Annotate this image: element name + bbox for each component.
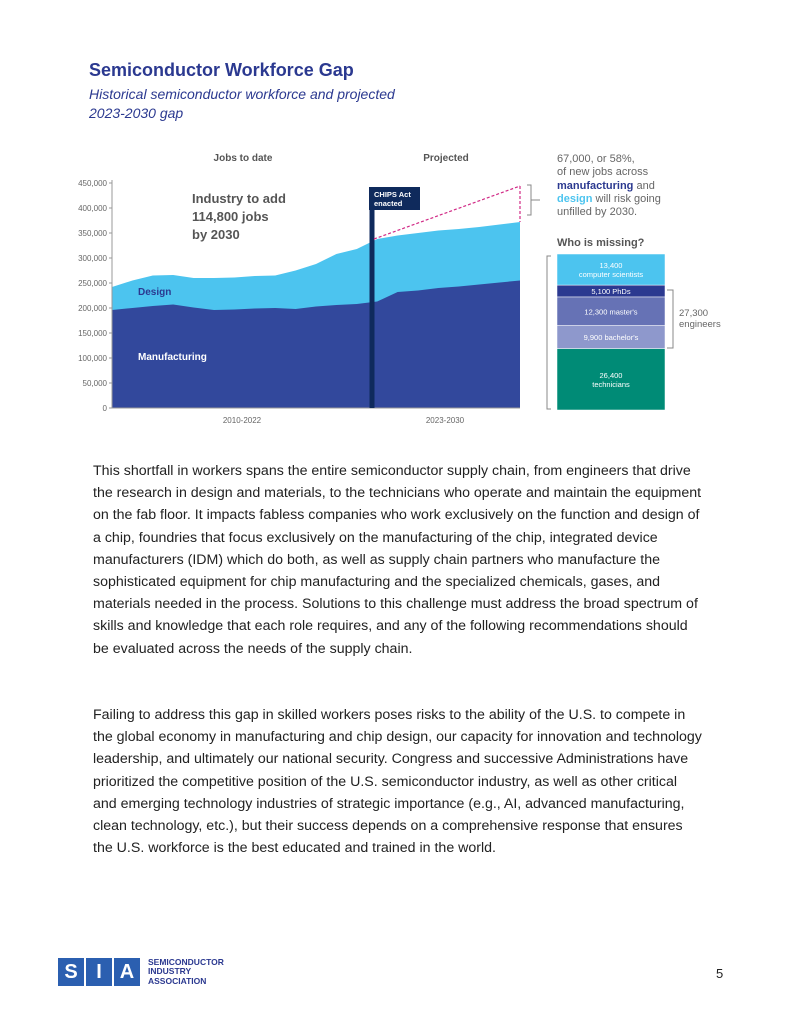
- y-tick-label: 350,000: [78, 229, 107, 238]
- body-paragraph-1: This shortfall in workers spans the entire semiconductor supply chain, from engineers that drive the research in design and materials, to the technicians who operate and maintain the equipment on the fab floor. It impacts fabless companies who work exclusively on the function and design of a chip, foundries that focus exclusively on the manufacturing of the chip, integrated device manufacturers (IDM) which do both, as well as supply chain partners who manufacture the sophisticated equipment for chip manufacturing and the specialized chemicals, gases, and materials needed in the process. Solutions to this challenge must address the broad spectrum of skills and knowledge that each role requires, and any of the following recommendations should be evaluated across the needs of the supply chain.: [93, 463, 702, 657]
- y-tick-label: 250,000: [78, 279, 107, 288]
- y-tick-label: 450,000: [78, 179, 107, 188]
- chips-act-label: CHIPS Act: [374, 190, 411, 199]
- missing-segment-label: 5,100 PhDs: [591, 287, 631, 297]
- gap-note-line-4: [557, 193, 661, 205]
- engineers-label: 27,300: [679, 308, 709, 319]
- missing-segment-label: computer scientists: [578, 270, 644, 280]
- engineers-bracket: [667, 290, 673, 348]
- logo-name-line-2: INDUSTRY: [148, 966, 192, 977]
- gap-note-design: design: [557, 193, 593, 205]
- annotation-line: 114,800 jobs: [192, 209, 269, 224]
- logo-name-line-3: ASSOCIATION: [148, 975, 207, 986]
- logo-letter-s: S: [58, 958, 84, 986]
- y-tick-label: 0: [102, 404, 107, 413]
- missing-segment-label: 12,300 master's: [584, 307, 638, 317]
- annotation-line: by 2030: [192, 227, 240, 242]
- missing-segment-label: 26,400: [599, 370, 623, 380]
- sia-logo: [58, 958, 248, 986]
- who-is-missing-title: Who is missing?: [557, 237, 645, 249]
- logo-letter-a: A: [114, 958, 140, 986]
- gap-bracket: [527, 185, 540, 215]
- missing-segment-label: technicians: [592, 379, 630, 389]
- gap-note-line-2: of new jobs across: [557, 166, 649, 178]
- page-number: 5: [716, 966, 724, 981]
- gap-note-line-1: 67,000, or 58%,: [557, 153, 635, 165]
- logo-letter-i: I: [86, 958, 112, 986]
- y-tick-label: 400,000: [78, 204, 107, 213]
- gap-note-and: and: [633, 180, 655, 192]
- body-paragraph-2: Failing to address this gap in skilled workers poses risks to the ability of the U.S. to compete in the global economy in manufacturing and chip design, our capacity for innovation and technology leadership, and ultimately our national security. Congress and successive Administrations have prioritized the competitive position of the U.S. semiconductor industry, as well as other critical and emerging technology industries of strategic importance (e.g., AI, advanced manufacturing, clean technology, etc.), but their success depends on a comprehensive response that ensures the U.S. workforce is the best educated and trained in the world.: [93, 707, 702, 857]
- missing-segment-label: 9,900 bachelor's: [583, 333, 639, 343]
- gap-note-rest: will risk going: [592, 193, 661, 205]
- chart-subtitle: Historical semiconductor workforce and projected 2023-2030 gap: [89, 86, 395, 121]
- gap-note-line-5: unfilled by 2030.: [557, 206, 638, 218]
- manufacturing-label: Manufacturing: [138, 352, 207, 363]
- logo-name: [148, 958, 248, 987]
- x-tick-label: 2023-2030: [425, 416, 465, 425]
- section-label-jobs-to-date: Jobs to date: [213, 153, 273, 164]
- y-tick-label: 100,000: [78, 354, 107, 363]
- workforce-gap-chart: [0, 140, 791, 440]
- gap-note-line-3: [557, 180, 655, 192]
- logo-name-line-1: SEMICONDUCTOR: [148, 956, 224, 967]
- y-tick-label: 200,000: [78, 304, 107, 313]
- y-tick-label: 150,000: [78, 329, 107, 338]
- annotation-line: Industry to add: [192, 191, 286, 206]
- missing-bracket: [547, 256, 551, 409]
- chips-act-label: enacted: [374, 199, 403, 208]
- page-title: Semiconductor Workforce Gap: [89, 60, 354, 80]
- gap-note-manufacturing: manufacturing: [557, 180, 634, 192]
- y-tick-label: 50,000: [82, 379, 107, 388]
- section-label-projected: Projected: [423, 153, 469, 164]
- y-tick-label: 300,000: [78, 254, 107, 263]
- x-tick-label: 2010-2022: [222, 416, 262, 425]
- missing-segment-label: 13,400: [599, 261, 623, 271]
- design-label: Design: [138, 287, 172, 298]
- engineers-label: engineers: [679, 319, 721, 330]
